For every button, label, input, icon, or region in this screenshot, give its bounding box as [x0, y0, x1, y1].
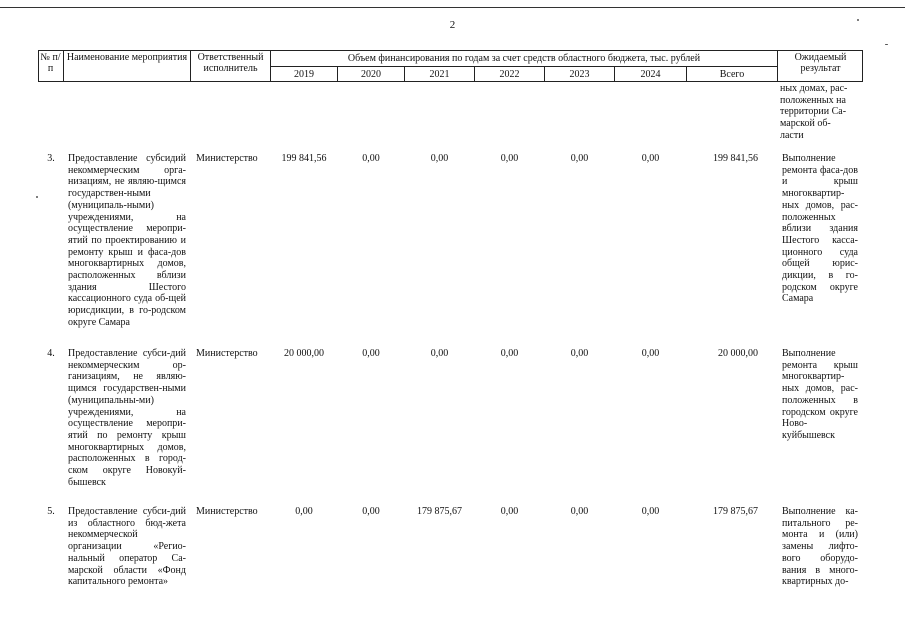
header-executor: Ответственный исполнитель: [197, 52, 264, 74]
header-name: Наименование мероприятия: [66, 52, 188, 63]
row-value-2022: 0,00: [500, 506, 519, 517]
header-year-2020: 2020: [361, 69, 381, 80]
header-year-2022: 2022: [499, 69, 520, 80]
header-result: Ожидаемый результат: [794, 52, 847, 74]
header-year-2023: 2023: [569, 69, 590, 80]
page-number: 2: [449, 19, 456, 31]
header-year-2024: 2024: [640, 69, 661, 80]
row-value-2023: 0,00: [570, 153, 589, 164]
row-value-total: 20 000,00: [718, 348, 758, 359]
row-value-2022: 0,00: [500, 348, 519, 359]
row-result: Выполнение ремонта фаса-дов и крыш многоквартир-ных домов, рас-положенных вблизи здания Шестого касса-ционного суда общей юрис-дикции, в го-родском округе Самара: [782, 153, 858, 305]
row-value-2020: 0,00: [362, 506, 380, 517]
row-value-2023: 0,00: [570, 506, 589, 517]
row-value-2024: 0,00: [641, 153, 660, 164]
row-value-2024: 0,00: [641, 506, 660, 517]
row-result: Выполнение ремонта крыш многоквартир-ных домов, рас-положенных в городском округе Ново-куйбышевск: [782, 348, 858, 441]
row-result: Выполнение ка-питального ре-монта и (или) замены лифто-вого оборудо-вания в много-квартирных до-: [782, 506, 858, 588]
header-funding: Объем финансирования по годам за счет средств областного бюджета, тыс. рублей: [347, 53, 701, 64]
row-value-2022: 0,00: [500, 153, 519, 164]
scan-speck: [885, 44, 888, 45]
row-value-2019: 0,00: [295, 506, 313, 517]
scan-speck: [36, 196, 38, 198]
row-value-2024: 0,00: [641, 348, 660, 359]
header-year-2021: 2021: [429, 69, 450, 80]
scan-speck: [857, 19, 859, 21]
row-name: Предоставление субси-дий из областного бюд-жета некоммерческой организации «Регио-нальный оператор Са-марской области «Фонд капитального ремонта»: [68, 506, 186, 588]
row-value-total: 179 875,67: [713, 506, 758, 517]
row-value-2020: 0,00: [362, 153, 380, 164]
row-executor: Министерство: [196, 153, 258, 164]
row-name: Предоставление субсидий некоммерческим орга-низациям, не являю-щимся государствен-ными (муниципаль-ными) учреждениями, на осуществление меропри-ятий по проектированию и ремонту крыш и фаса-дов многоквартирных домов, расположенных вблизи здания Шестого кассационного суда об-щей юрисдикции, в го-родском округе Самара: [68, 153, 186, 328]
row-value-2019: 199 841,56: [281, 153, 327, 164]
header-num: № п/п: [40, 52, 61, 74]
row-name: Предоставление субси-дий некоммерческим ор-ганизациям, не являю-щимся государствен-ными (муниципальны-ми) учреждениями, на осуществление меропри-ятий по ремонту крыш многоквартирных домов, расположенных в город-ском округе Новокуй-бышевск: [68, 348, 186, 488]
row-num: 4.: [47, 348, 55, 359]
row-executor: Министерство: [196, 348, 258, 359]
row-value-2021: 0,00: [430, 153, 449, 164]
row-value-2023: 0,00: [570, 348, 589, 359]
row-value-total: 199 841,56: [713, 153, 758, 164]
continuation-result: ных домах, рас- положенных на территории Са- марской об- ласти: [780, 83, 848, 141]
scan-top-line: [0, 7, 905, 8]
header-year-2019: 2019: [294, 69, 314, 80]
row-value-2020: 0,00: [362, 348, 380, 359]
row-num: 5.: [47, 506, 55, 517]
row-num: 3.: [47, 153, 55, 164]
row-value-2021: 0,00: [430, 348, 449, 359]
header-total: Всего: [719, 69, 745, 80]
row-value-2021: 179 875,67: [417, 506, 462, 517]
row-value-2019: 20 000,00: [284, 348, 324, 359]
row-executor: Министерство: [196, 506, 258, 517]
